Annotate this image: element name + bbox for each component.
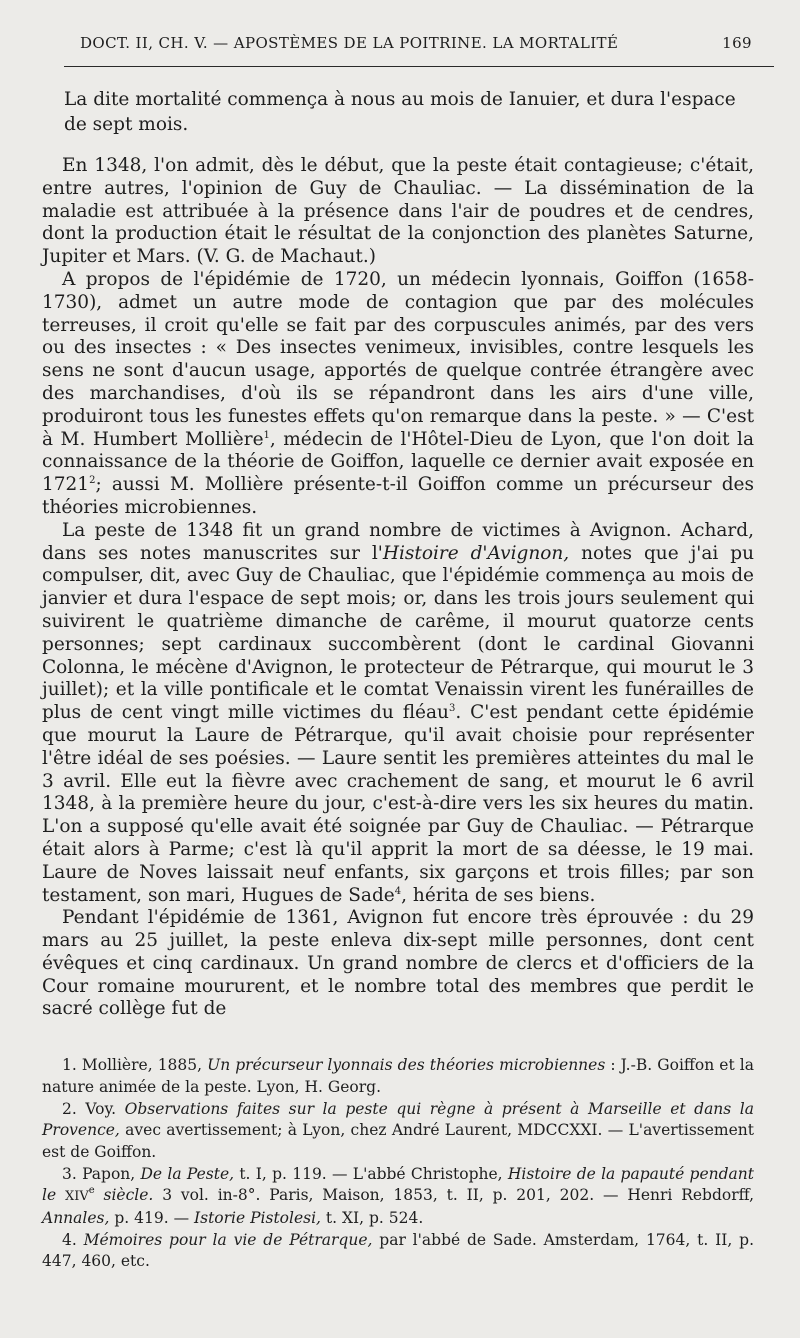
footnote-text: avec avertissement; à Lyon, chez André Laurent, MDCCXXI. — L'avertissement est de Goiffon. [42, 1121, 754, 1161]
book-title: Histoire d'Avignon, [382, 542, 570, 564]
footnote-text: 2. Voy. [62, 1099, 125, 1118]
book-title: Histoire de la papauté pendant le [42, 1164, 754, 1205]
paragraph-avignon-1348 [42, 520, 754, 908]
footnote-ref-3: 3 [448, 703, 456, 715]
footnote-text: 1. Mollière, 1885, [62, 1056, 208, 1075]
footnote-text: par l'abbé de Sade. Amsterdam, 1764, t. II, p. 447, 460, etc. [42, 1230, 755, 1271]
running-head-title: DOCT. II, CH. V. — APOSTÈMES DE LA POITRINE. LA MORTALITÉ [80, 34, 619, 52]
footnote-2 [42, 1099, 754, 1164]
footnote-ref-2: 2 [89, 475, 96, 487]
running-head [42, 34, 754, 52]
book-title: siècle. [94, 1186, 154, 1205]
paragraph-text: . C'est pendant cette épidémie que mourut la Laure de Pétrarque, qu'il avait choisie pour représenter l'être idéal de ses poésies. — Laure sentit les premières atteintes du mal le 3 avril. Elle eut la fièvre avec crachement de sang, et mourut le 6 avril 1348, à la première heure du jour, c'est-à-dire vers les six heures du matin. L'on a supposé qu'elle avait été soignée par Guy de Chauliac. — Pétrarque était alors à Parme; c'est là qu'il apprit la mort de sa déesse, le 19 mai. Laure de Noves laissait neuf enfants, six garçons et trois filles; par son testament, son mari, Hugues de Sade [42, 702, 755, 906]
book-title: Istorie Pistolesi, [194, 1208, 321, 1227]
footnote-text: : J.-B. Goiffon et la nature animée de la peste. Lyon, H. Georg. [42, 1056, 754, 1096]
book-title: Observations faites sur la peste qui règne à présent à Marseille et dans la Provence, [42, 1099, 755, 1140]
century-numeral: XIV [64, 1189, 89, 1205]
century-suffix: e [88, 1185, 95, 1197]
paragraph-text: A propos de l'épidémie de 1720, un médecin lyonnais, Goiffon (1658-1730), admet un autre mode de contagion que par des molécules terreuses, il croit qu'elle se fait par des corpuscules animés, par des vers ou des insectes : « Des insectes venimeux, invisibles, contre lesquels les sens ne sont d'aucun usage, apportés de quelque contrée étrangère avec des marchandises, d'où ils se répandront dans les airs d'une ville, produiront tous les funestes effets qu'on remarque dans la peste. » — C'est à M. Humbert Mollière [42, 268, 754, 450]
footnote-1 [42, 1055, 754, 1098]
paragraph-goiffon [42, 269, 754, 520]
book-title: De la Peste, [140, 1164, 235, 1183]
paragraph-1348-contagion: En 1348, l'on admit, dès le début, que la peste était contagieuse; c'était, entre autres, l'opinion de Guy de Chauliac. — La dissémination de la maladie est attribuée à la présence dans l'air de poudres et de cendres, dont la production était le résultat de la conjonction des planètes Saturne, Jupiter et Mars. (V. G. de Machaut.) [42, 155, 754, 268]
footnote-ref-1: 1 [263, 429, 270, 441]
page-number: 169 [722, 34, 752, 52]
book-title: Annales, [42, 1208, 110, 1227]
paragraph-text: , médecin de l'Hôtel-Dieu de Lyon, que l'on doit la connaissance de la théorie de Goiffon, laquelle ce dernier avait exposée en 1721 [42, 428, 754, 496]
footnote-3 [42, 1164, 754, 1230]
footnote-text: t. I, p. 119. — L'abbé Christophe, [234, 1164, 508, 1183]
book-title: Un précurseur lyonnais des théories microbiennes [207, 1056, 606, 1075]
paragraph-text: ; aussi M. Mollière présente-t-il Goiffon comme un précurseur des théories microbiennes. [42, 474, 754, 518]
body-text [42, 155, 754, 1021]
footnote-4 [42, 1230, 754, 1273]
footnote-ref-4: 4 [394, 885, 402, 897]
footnote-text: 4. [62, 1230, 84, 1249]
footnote-text: 3. Papon, [62, 1164, 141, 1183]
paragraph-1361: Pendant l'épidémie de 1361, Avignon fut encore très éprouvée : du 29 mars au 25 juillet, la peste enleva dix-sept mille personnes, dont cent évêques et cinq cardinaux. Un grand nombre de clercs et d'officiers de la Cour romaine moururent, et le nombre total des membres que perdit le sacré collège fut de [42, 907, 754, 1020]
book-title: Mémoires pour la vie de Pétrarque, [83, 1230, 373, 1249]
footnote-text: 3 vol. in-8°. Paris, Maison, 1853, t. II, p. 201, 202. — Henri Rebdorff, [153, 1186, 755, 1205]
paragraph-text: notes que j'ai pu compulser, dit, avec Guy de Chauliac, que l'épidémie commença au mois de janvier et dura l'espace de sept mois; or, dans les trois jours seulement qui suivirent le quatrième dimanche de carême, il mourut quatorze cents personnes; sept cardinaux succombèrent (dont le cardinal Giovanni Colonna, le mécène d'Avignon, le protecteur de Pétrarque, qui mourut le 3 juillet); et la ville pontificale et le comtat Venaissin virent les funérailles de plus de cent vingt mille victimes du fléau [42, 542, 755, 724]
quoted-lead-paragraph: La dite mortalité commença à nous au mois de Ianuier, et dura l'espace de sept mois. [64, 89, 736, 135]
header-rule [64, 66, 774, 67]
footnote-text: t. XI, p. 524. [320, 1208, 424, 1227]
footnote-text: p. 419. — [109, 1208, 194, 1227]
paragraph-text: , hérita de ses biens. [401, 884, 596, 906]
paragraph-text: La peste de 1348 fit un grand nombre de victimes à Avignon. Achard, dans ses notes manuscrites sur l' [42, 519, 754, 564]
footnotes [42, 1055, 754, 1273]
